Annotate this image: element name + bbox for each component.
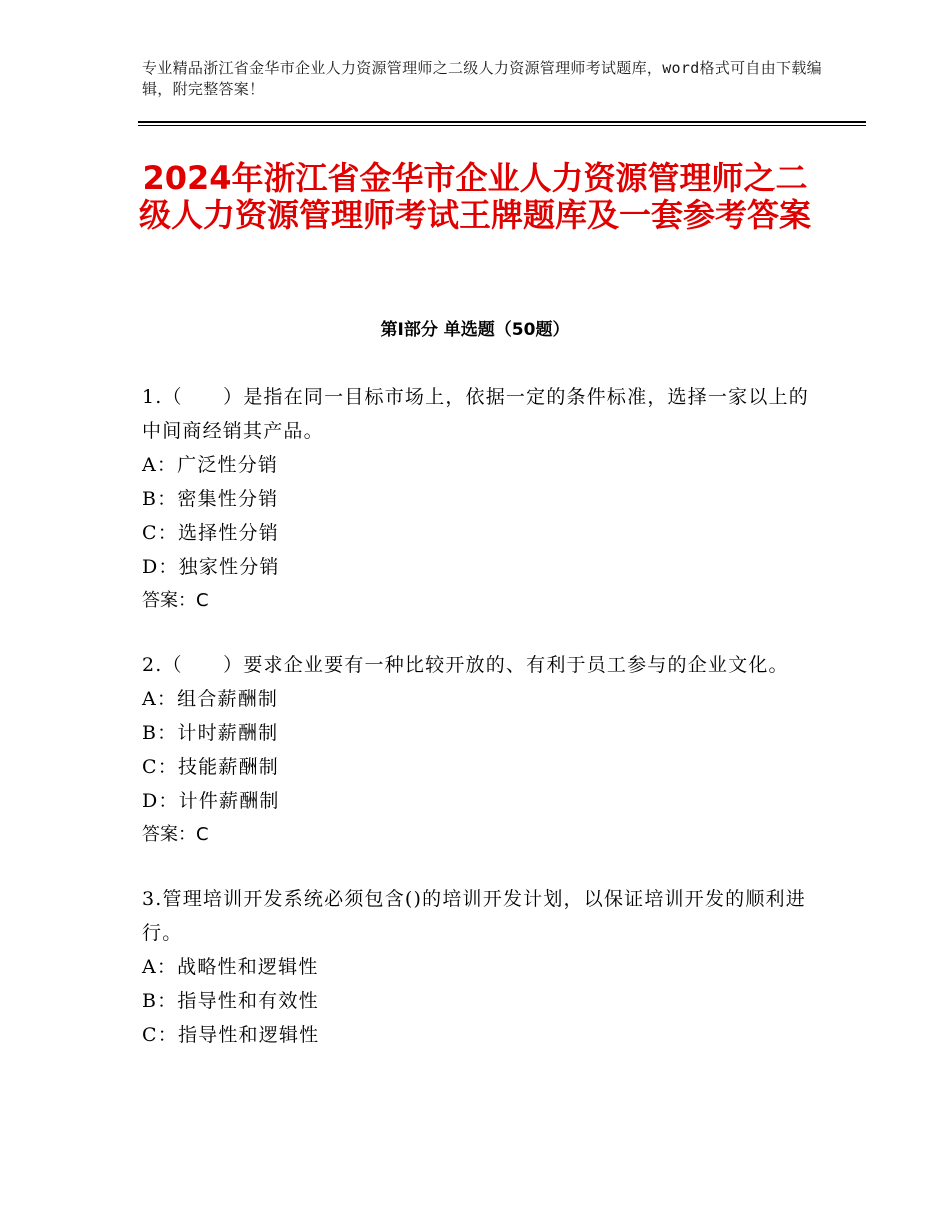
- document-title: 2024年浙江省金华市企业人力资源管理师之二级人力资源管理师考试王牌题库及一套参考答案: [138, 159, 811, 234]
- option-c: C：指导性和逻辑性: [142, 1024, 320, 1046]
- answer: 答案：C: [142, 590, 209, 611]
- option-b: B：计时薪酬制: [142, 722, 279, 744]
- option-b: B：密集性分销: [142, 488, 279, 510]
- header-rule-thick: [138, 121, 866, 123]
- option-d: D：计件薪酬制: [142, 790, 280, 812]
- option-d: D：独家性分销: [142, 556, 280, 578]
- question-1: [142, 380, 822, 618]
- question-2: [142, 648, 822, 852]
- option-a: A：组合薪酬制: [142, 688, 279, 710]
- option-a: A：广泛性分销: [142, 454, 279, 476]
- option-c: C：技能薪酬制: [142, 756, 279, 778]
- header-rule-thin: [138, 125, 866, 126]
- question-stem: 3.管理培训开发系统必须包含()的培训开发计划，以保证培训开发的顺利进行。: [142, 888, 806, 944]
- option-c: C：选择性分销: [142, 522, 279, 544]
- header-note: 专业精品浙江省金华市企业人力资源管理师之二级人力资源管理师考试题库，word格式可自由下载编辑，附完整答案！: [142, 59, 822, 98]
- question-stem: 1.（ ）是指在同一目标市场上，依据一定的条件标准，选择一家以上的中间商经销其产品。: [142, 386, 809, 442]
- section-title: 第Ⅰ部分 单选题（50题）: [380, 320, 570, 340]
- answer: 答案：C: [142, 824, 209, 845]
- question-list: [142, 380, 822, 1082]
- question-stem: 2.（ ）要求企业要有一种比较开放的、有利于员工参与的企业文化。: [142, 654, 789, 676]
- question-3: [142, 882, 822, 1052]
- option-a: A：战略性和逻辑性: [142, 956, 319, 978]
- option-b: B：指导性和有效性: [142, 990, 319, 1012]
